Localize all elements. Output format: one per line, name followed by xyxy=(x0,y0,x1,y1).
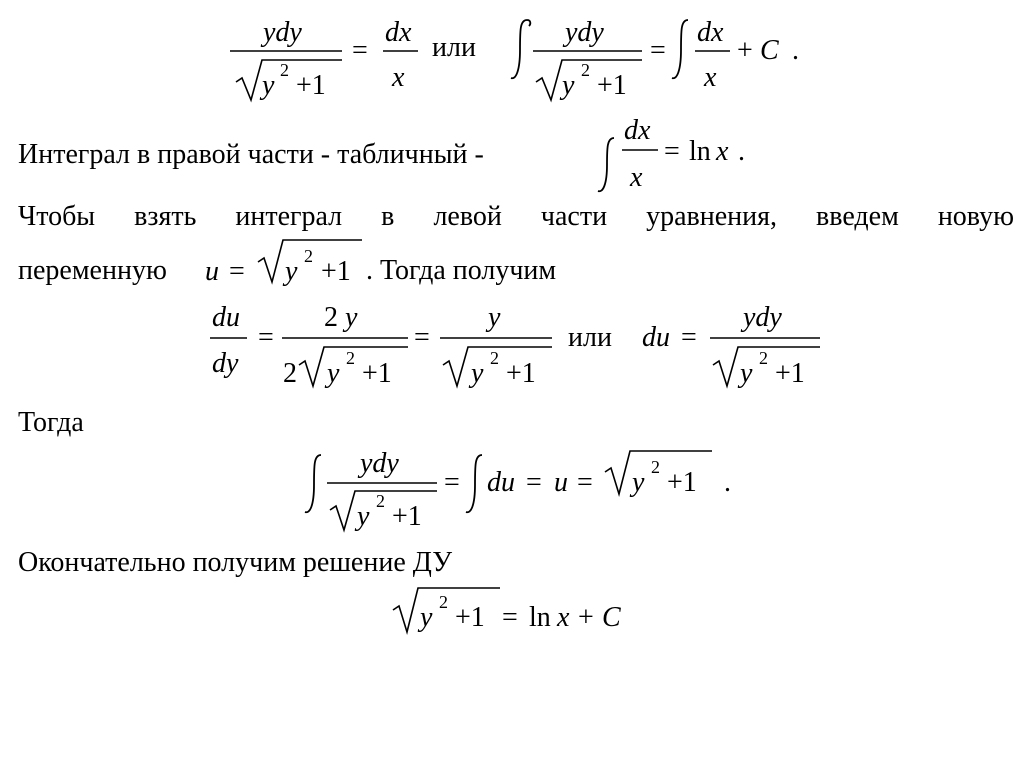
svg-text:+1: +1 xyxy=(362,358,392,389)
svg-text:2: 2 xyxy=(304,246,313,266)
svg-text:2: 2 xyxy=(759,348,768,368)
svg-text:C: C xyxy=(760,35,779,66)
svg-text:dx: dx xyxy=(624,115,651,146)
svg-text:2: 2 xyxy=(376,491,385,511)
svg-text:=: = xyxy=(414,322,430,353)
svg-text:ydy: ydy xyxy=(263,17,302,48)
svg-text:+1: +1 xyxy=(392,501,422,532)
svg-text:.: . xyxy=(724,467,731,498)
svg-text:2: 2 xyxy=(346,348,355,368)
paragraph-left-integral: Чтобы взять интеграл в левой части уравнения, введем новую xyxy=(18,201,1014,232)
svg-text:ydy: ydy xyxy=(743,302,782,333)
final-solution-text: Окончательно получим решение ДУ xyxy=(18,547,453,578)
svg-text:x: x xyxy=(704,62,717,93)
then-we-get-text: . Тогда получим xyxy=(366,255,557,286)
svg-text:u: u xyxy=(205,256,219,287)
svg-text:y: y xyxy=(345,302,358,333)
svg-text:2: 2 xyxy=(283,358,297,389)
svg-text:ydy: ydy xyxy=(360,448,399,479)
svg-text:du: du xyxy=(487,467,515,498)
svg-text:dx: dx xyxy=(697,17,724,48)
svg-text:x: x xyxy=(630,162,643,193)
svg-text:2: 2 xyxy=(490,348,499,368)
svg-text:2: 2 xyxy=(651,457,660,477)
svg-text:y: y xyxy=(632,467,645,498)
svg-text:y: y xyxy=(420,602,433,633)
svg-text:=: = xyxy=(526,467,542,498)
svg-text:=: = xyxy=(352,35,368,66)
svg-text:+1: +1 xyxy=(506,358,536,389)
svg-text:y: y xyxy=(471,358,484,389)
svg-text:+: + xyxy=(737,35,753,66)
svg-text:C: C xyxy=(602,602,621,633)
svg-text:=: = xyxy=(664,136,680,167)
svg-text:2: 2 xyxy=(324,302,338,333)
svg-text:du: du xyxy=(212,302,240,333)
svg-text:x: x xyxy=(392,62,405,93)
svg-text:=: = xyxy=(650,35,666,66)
svg-text:=: = xyxy=(444,467,460,498)
svg-text:dy: dy xyxy=(212,348,239,379)
svg-text:2: 2 xyxy=(280,60,289,80)
svg-text:y: y xyxy=(327,358,340,389)
svg-text:y: y xyxy=(285,256,298,287)
svg-text:=: = xyxy=(229,256,245,287)
svg-text:.: . xyxy=(738,136,745,167)
or-word-2: или xyxy=(568,322,612,353)
svg-text:y: y xyxy=(488,302,501,333)
svg-text:+: + xyxy=(578,602,594,633)
svg-text:x: x xyxy=(716,136,729,167)
svg-text:.: . xyxy=(792,35,799,66)
svg-text:+1: +1 xyxy=(775,358,805,389)
svg-text:2: 2 xyxy=(581,60,590,80)
svg-text:+1: +1 xyxy=(667,467,697,498)
svg-text:y: y xyxy=(562,70,575,101)
then-text: Тогда xyxy=(18,407,84,438)
svg-text:=: = xyxy=(681,322,697,353)
svg-text:u: u xyxy=(554,467,568,498)
svg-text:=: = xyxy=(502,602,518,633)
svg-text:ydy: ydy xyxy=(565,17,604,48)
svg-text:=: = xyxy=(258,322,274,353)
svg-text:+1: +1 xyxy=(321,256,351,287)
svg-text:=: = xyxy=(577,467,593,498)
svg-text:2: 2 xyxy=(439,592,448,612)
svg-text:+1: +1 xyxy=(296,70,326,101)
svg-text:ln: ln xyxy=(689,136,711,167)
new-variable-text: переменную xyxy=(18,255,167,286)
svg-text:ln: ln xyxy=(529,602,551,633)
or-word-1: или xyxy=(432,32,476,63)
svg-text:y: y xyxy=(262,70,275,101)
svg-text:+1: +1 xyxy=(455,602,485,633)
table-integral-text: Интеграл в правой части - табличный - xyxy=(18,139,484,170)
svg-text:y: y xyxy=(740,358,753,389)
svg-text:+1: +1 xyxy=(597,70,627,101)
svg-text:dx: dx xyxy=(385,17,412,48)
svg-text:x: x xyxy=(557,602,570,633)
svg-text:du: du xyxy=(642,322,670,353)
svg-text:y: y xyxy=(357,501,370,532)
